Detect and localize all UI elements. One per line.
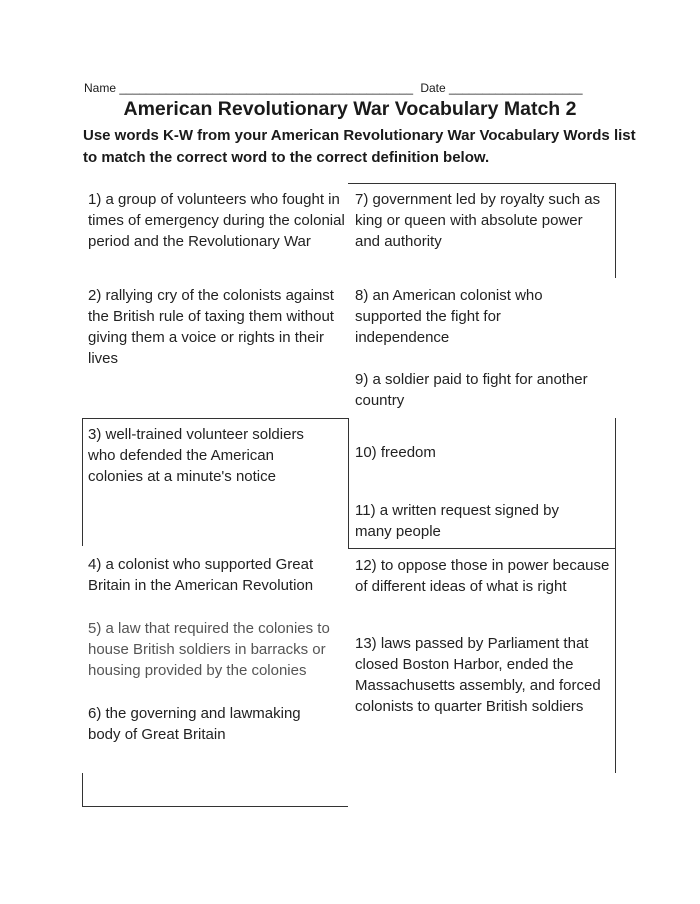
divider-right-2 — [615, 418, 616, 548]
name-date-row — [84, 81, 614, 95]
definition-13: 13) laws passed by Parliament that closed Boston Harbor, ended the Massachusetts assembly, and forced colonists to quarter British soldiers — [355, 635, 601, 715]
divider-bottom-left — [82, 806, 348, 807]
definition-1: 1) a group of volunteers who fought in times of emergency during the colonial period and the Revolutionary War — [88, 191, 345, 250]
definition-5: 5) a law that required the colonies to house British soldiers in barracks or housing provided by the colonies — [88, 620, 330, 679]
divider-right-mid — [348, 548, 616, 549]
definition-8: 8) an American colonist who supported the fight for independence — [355, 287, 543, 346]
definition-11: 11) a written request signed by many people — [355, 502, 560, 540]
divider-left-mid — [82, 418, 348, 419]
definition-10: 10) freedom — [355, 444, 436, 461]
definition-7: 7) government led by royalty such as king or queen with absolute power and authority — [355, 191, 601, 250]
definition-3: 3) well-trained volunteer soldiers who defended the American colonies at a minute's notice — [88, 426, 304, 485]
instructions: Use words K-W from your American Revolutionary War Vocabulary Words list to match the correct word to the correct definition below. — [83, 127, 636, 166]
divider-left-2 — [82, 773, 83, 807]
definition-2: 2) rallying cry of the colonists against the British rule of taxing them without giving them a voice or rights in their lives — [88, 287, 334, 367]
definition-9: 9) a soldier paid to fight for another country — [355, 371, 588, 409]
divider-center — [348, 418, 349, 548]
divider-left-1 — [82, 418, 83, 546]
date-field[interactable]: Date ____________________ — [420, 81, 583, 95]
definition-4: 4) a colonist who supported Great Britain in the American Revolution — [88, 556, 314, 594]
worksheet-title: American Revolutionary War Vocabulary Match 2 — [123, 98, 577, 120]
divider-right-3 — [615, 548, 616, 773]
definition-12: 12) to oppose those in power because of different ideas of what is right — [355, 557, 610, 595]
divider-right-1 — [615, 183, 616, 278]
divider-top-right — [348, 183, 616, 184]
name-field[interactable]: Name ____________________________________________ — [84, 81, 413, 95]
definition-6: 6) the governing and lawmaking body of Great Britain — [88, 705, 301, 743]
